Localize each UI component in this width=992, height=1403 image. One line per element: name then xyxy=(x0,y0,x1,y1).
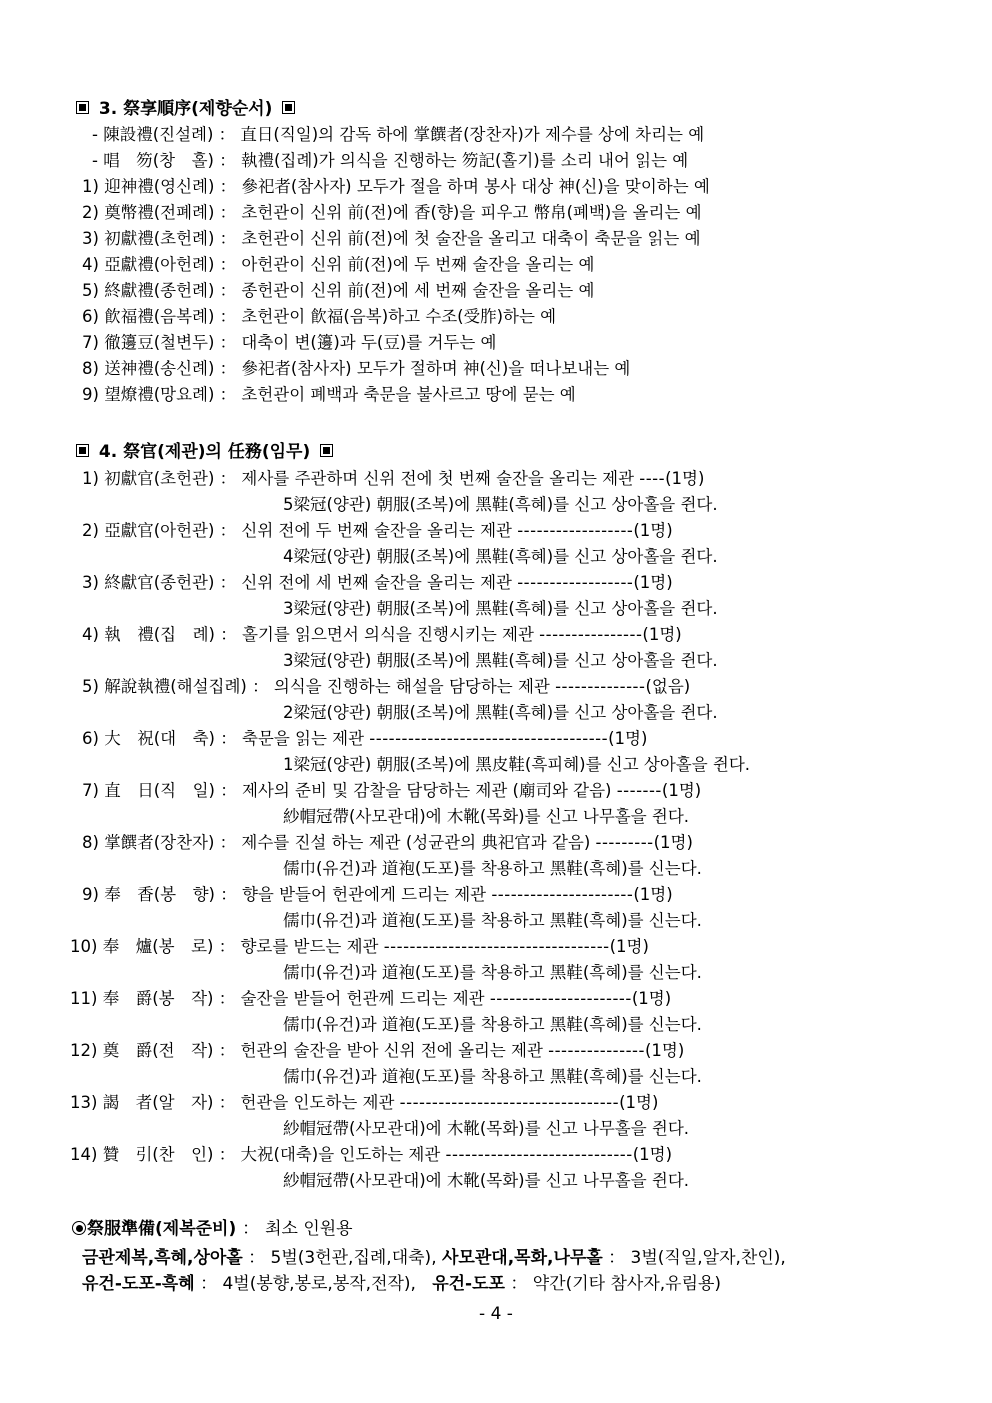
separator: ： xyxy=(219,521,237,540)
separator: ： xyxy=(219,833,237,852)
procedure-item xyxy=(92,124,704,146)
item-number: 7) xyxy=(82,781,99,800)
officiant-duty: 술잔을 받들어 헌관께 드리는 제관 xyxy=(240,989,485,1008)
prep-subtitle: 최소 인원용 xyxy=(265,1219,353,1239)
separator: ： xyxy=(510,1274,528,1294)
square-bullet-icon xyxy=(282,101,295,114)
officiant-attire: 紗帽冠帶(사모관대)에 木靴(목화)를 신고 나무홀을 쥔다. xyxy=(283,1171,689,1190)
separator: ： xyxy=(200,1274,218,1294)
section-4-number: 4. xyxy=(98,442,118,462)
item-number: 9) xyxy=(82,385,99,404)
officiant-item xyxy=(82,832,693,854)
separator: ： xyxy=(220,885,237,904)
officiant-attire: 紗帽冠帶(사모관대)에 木靴(목화)를 신고 나무홀을 쥔다. xyxy=(283,807,689,826)
item-number: - xyxy=(92,151,98,170)
officiant-attire: 儒巾(유건)과 道袍(도포)를 착용하고 黑鞋(흑혜)를 신는다. xyxy=(283,1067,702,1086)
rite-name: 奠幣禮(전폐례) xyxy=(104,203,215,222)
procedure-item xyxy=(82,202,702,224)
officiant-title: 初獻官(초헌관) xyxy=(104,469,215,488)
procedure-item xyxy=(92,150,688,172)
leader-dashes: ---------------------- xyxy=(489,989,632,1008)
prep-item-label: 사모관대,목화,나무홀 xyxy=(442,1248,603,1268)
officiant-title: 奉 香(봉 향) xyxy=(104,885,215,904)
headcount: (없음) xyxy=(645,677,691,696)
officiant-attire: 4梁冠(양관) 朝服(조복)에 黑鞋(흑혜)를 신고 상아홀을 쥔다. xyxy=(283,547,718,566)
officiant-item xyxy=(70,988,671,1010)
officiant-duty: 제수를 진설 하는 제관 (성균관의 典祀官과 같음) xyxy=(241,833,591,852)
prep-item-value: 약간(기타 참사자,유림용) xyxy=(532,1274,722,1294)
rite-description: 參祀者(참사자) 모두가 절하며 神(신)을 떠나보내는 예 xyxy=(241,359,631,378)
leader-dashes: ----------------------------- xyxy=(445,1145,633,1164)
separator: ： xyxy=(219,359,237,378)
item-number: 4) xyxy=(82,625,99,644)
separator: ： xyxy=(220,781,237,800)
headcount: (1명) xyxy=(644,1041,685,1060)
leader-dashes: ------------------------------------- xyxy=(369,729,609,748)
headcount: (1명) xyxy=(633,885,673,904)
rite-name: 飮福禮(음복례) xyxy=(104,307,215,326)
item-number: 3) xyxy=(82,573,99,592)
headcount: (1명) xyxy=(631,989,672,1008)
officiant-title: 奉 爵(봉 작) xyxy=(102,989,214,1008)
officiant-attire: 儒巾(유건)과 道袍(도포)를 착용하고 黑鞋(흑혜)를 신는다. xyxy=(283,963,702,982)
circle-bullet-icon xyxy=(72,1221,86,1235)
item-number: 13) xyxy=(70,1093,98,1112)
headcount: (1명) xyxy=(642,625,682,644)
item-number: 10) xyxy=(70,937,98,956)
rite-description: 直日(직일)의 감독 하에 掌饌者(장찬자)가 제수를 상에 차리는 예 xyxy=(240,125,705,144)
officiant-attire: 儒巾(유건)과 道袍(도포)를 착용하고 黑鞋(흑혜)를 신는다. xyxy=(283,911,702,930)
separator: ： xyxy=(218,1145,236,1164)
rite-description: 執禮(집례)가 의식을 진행하는 笏記(홀기)를 소리 내어 읽는 예 xyxy=(240,151,689,170)
separator: ： xyxy=(219,255,237,274)
officiant-item xyxy=(82,780,701,802)
headcount: (1명) xyxy=(633,573,673,592)
officiant-item xyxy=(70,936,649,958)
rite-description: 대축이 변(籩)과 두(豆)를 거두는 예 xyxy=(241,333,497,352)
item-number: 5) xyxy=(82,281,99,300)
officiant-attire: 紗帽冠帶(사모관대)에 木靴(목화)를 신고 나무홀을 쥔다. xyxy=(283,1119,689,1138)
headcount: (1명) xyxy=(609,937,649,956)
separator: ： xyxy=(219,469,237,488)
officiant-title: 亞獻官(아헌관) xyxy=(104,521,215,540)
rite-description: 종헌관이 신위 前(전)에 세 번째 술잔을 올리는 예 xyxy=(241,281,595,300)
officiant-attire: 3梁冠(양관) 朝服(조복)에 黑鞋(흑혜)를 신고 상아홀을 쥔다. xyxy=(283,651,718,670)
prep-item-value: 4벌(봉향,봉로,봉작,전작), xyxy=(222,1274,416,1294)
prep-line-1 xyxy=(82,1246,786,1270)
leader-dashes: ------- xyxy=(616,781,662,800)
officiant-item xyxy=(82,676,690,698)
officiant-duty: 헌관의 술잔을 받아 신위 전에 올리는 제관 xyxy=(240,1041,543,1060)
procedure-item xyxy=(82,228,701,250)
officiant-item xyxy=(82,884,673,906)
prep-item-label: 유건-도포 xyxy=(432,1274,505,1294)
item-number: 14) xyxy=(70,1145,98,1164)
officiant-title: 謁 者(알 자) xyxy=(102,1093,214,1112)
item-number: 8) xyxy=(82,833,99,852)
rite-description: 초헌관이 폐백과 축문을 불사르고 땅에 묻는 예 xyxy=(241,385,576,404)
officiant-duty: 신위 전에 세 번째 술잔을 올리는 제관 xyxy=(241,573,512,592)
officiant-attire: 儒巾(유건)과 道袍(도포)를 착용하고 黑鞋(흑혜)를 신는다. xyxy=(283,859,702,878)
leader-dashes: ---------------------------------- xyxy=(399,1093,620,1112)
officiant-title: 奉 爐(봉 로) xyxy=(102,937,214,956)
officiant-duty: 향을 받들어 헌관에게 드리는 제관 xyxy=(241,885,487,904)
separator: ： xyxy=(242,1219,260,1239)
leader-dashes: ---------------- xyxy=(539,625,643,644)
prep-item-value: 5벌(3헌관,집례,대축), xyxy=(270,1248,437,1268)
vestment-preparation-heading xyxy=(72,1214,353,1239)
procedure-item xyxy=(82,280,594,302)
rite-description: 초헌관이 신위 前(전)에 香(향)을 피우고 幣帛(폐백)을 올리는 예 xyxy=(241,203,702,222)
separator: ： xyxy=(219,151,236,170)
rite-name: 徹籩豆(철변두) xyxy=(104,333,215,352)
item-number: 1) xyxy=(82,469,99,488)
officiant-item xyxy=(70,1144,672,1166)
rite-name: 終獻禮(종헌례) xyxy=(104,281,215,300)
officiant-item xyxy=(82,520,673,542)
procedure-item xyxy=(82,384,576,406)
leader-dashes: --------------- xyxy=(548,1041,645,1060)
separator: ： xyxy=(219,573,237,592)
prep-item-value: 3벌(직일,알자,찬인), xyxy=(630,1248,786,1268)
item-number: 11) xyxy=(70,989,98,1008)
officiant-duty: 홀기를 읽으면서 의식을 진행시키는 제관 xyxy=(241,625,534,644)
officiant-title: 贊 引(찬 인) xyxy=(102,1145,214,1164)
leader-dashes: ----------------------------------- xyxy=(383,937,610,956)
officiant-title: 掌饌者(장찬자) xyxy=(104,833,215,852)
officiant-attire: 5梁冠(양관) 朝服(조복)에 黑鞋(흑혜)를 신고 상아홀을 쥔다. xyxy=(283,495,718,514)
section-3-title: 祭享順序(제향순서) xyxy=(123,99,273,119)
prep-line-2 xyxy=(82,1272,721,1296)
officiant-attire: 3梁冠(양관) 朝服(조복)에 黑鞋(흑혜)를 신고 상아홀을 쥔다. xyxy=(283,599,718,618)
separator: ： xyxy=(219,281,237,300)
officiant-attire: 2梁冠(양관) 朝服(조복)에 黑鞋(흑혜)를 신고 상아홀을 쥔다. xyxy=(283,703,718,722)
headcount: (1명) xyxy=(619,1093,659,1112)
officiant-item xyxy=(82,468,704,490)
square-bullet-icon xyxy=(76,101,89,114)
officiant-title: 解說執禮(해설집례) xyxy=(104,677,247,696)
officiant-duty: 향로를 받드는 제관 xyxy=(240,937,379,956)
headcount: (1명) xyxy=(633,521,673,540)
headcount: (1명) xyxy=(653,833,693,852)
procedure-item xyxy=(82,332,496,354)
headcount: (1명) xyxy=(665,469,705,488)
leader-dashes: ---------------------- xyxy=(491,885,634,904)
item-number: 9) xyxy=(82,885,99,904)
officiant-title: 直 日(직 일) xyxy=(104,781,215,800)
officiant-title: 終獻官(종헌관) xyxy=(104,573,215,592)
prep-item-label: 금관제복,흑혜,상아홀 xyxy=(82,1248,243,1268)
procedure-item xyxy=(82,254,594,276)
prep-title: 祭服準備(제복준비) xyxy=(87,1219,237,1239)
leader-dashes: ------------------ xyxy=(517,573,634,592)
rite-description: 아헌관이 신위 前(전)에 두 번째 술잔을 올리는 예 xyxy=(241,255,595,274)
square-bullet-icon xyxy=(320,444,333,457)
leader-dashes: ------------------ xyxy=(517,521,634,540)
officiant-title: 執 禮(집 례) xyxy=(104,625,215,644)
item-number: 8) xyxy=(82,359,99,378)
page-number: - 4 - xyxy=(479,1304,513,1324)
officiant-duty: 축문을 읽는 제관 xyxy=(241,729,365,748)
rite-name: 初獻禮(초헌례) xyxy=(104,229,215,248)
officiant-item xyxy=(82,624,682,646)
officiant-title: 奠 爵(전 작) xyxy=(102,1041,214,1060)
item-number: 2) xyxy=(82,521,99,540)
officiant-duty: 大祝(대축)을 인도하는 제관 xyxy=(240,1145,441,1164)
separator: ： xyxy=(219,177,237,196)
item-number: 4) xyxy=(82,255,99,274)
rite-name: 陳設禮(진설례) xyxy=(103,125,214,144)
rite-name: 送神禮(송신례) xyxy=(104,359,215,378)
item-number: 7) xyxy=(82,333,99,352)
procedure-item xyxy=(82,306,556,328)
officiant-duty: 신위 전에 두 번째 술잔을 올리는 제관 xyxy=(241,521,512,540)
officiant-attire: 1梁冠(양관) 朝服(조복)에 黑皮鞋(흑피혜)를 신고 상아홀을 쥔다. xyxy=(283,755,751,774)
leader-dashes: --------- xyxy=(595,833,654,852)
separator: ： xyxy=(218,1041,236,1060)
rite-description: 초헌관이 飮福(음복)하고 수조(受胙)하는 예 xyxy=(241,307,557,326)
separator: ： xyxy=(219,333,237,352)
headcount: (1명) xyxy=(608,729,648,748)
leader-dashes: -------------- xyxy=(555,677,646,696)
separator: ： xyxy=(218,989,236,1008)
rite-description: 초헌관이 신위 前(전)에 첫 술잔을 올리고 대축이 축문을 읽는 예 xyxy=(241,229,701,248)
item-number: 12) xyxy=(70,1041,98,1060)
separator: ： xyxy=(248,1248,266,1268)
item-number: 3) xyxy=(82,229,99,248)
officiant-duty: 제사의 준비 및 감찰을 담당하는 제관 (廟司와 같음) xyxy=(241,781,612,800)
officiant-item xyxy=(82,572,673,594)
officiant-duty: 헌관을 인도하는 제관 xyxy=(240,1093,395,1112)
separator: ： xyxy=(218,937,236,956)
rite-name: 迎神禮(영신례) xyxy=(104,177,215,196)
headcount: (1명) xyxy=(661,781,702,800)
separator: ： xyxy=(220,625,237,644)
separator: ： xyxy=(219,229,237,248)
officiant-item xyxy=(70,1040,684,1062)
officiant-item xyxy=(82,728,647,750)
leader-dashes: ---- xyxy=(639,469,666,488)
prep-item-label: 유건-도포-흑혜 xyxy=(82,1274,195,1294)
officiant-duty: 의식을 진행하는 해설을 담당하는 제관 xyxy=(273,677,550,696)
officiant-item xyxy=(70,1092,658,1114)
separator: ： xyxy=(219,307,237,326)
item-number: 6) xyxy=(82,307,99,326)
item-number: - xyxy=(92,125,98,144)
separator: ： xyxy=(608,1248,626,1268)
separator: ： xyxy=(252,677,269,696)
square-bullet-icon xyxy=(76,444,89,457)
procedure-item xyxy=(82,176,710,198)
officiant-duty: 제사를 주관하며 신위 전에 첫 번째 술잔을 올리는 제관 xyxy=(241,469,635,488)
section-4-heading xyxy=(72,437,337,462)
rite-name: 亞獻禮(아헌례) xyxy=(104,255,215,274)
rite-description: 參祀者(참사자) 모두가 절을 하며 봉사 대상 神(신)을 맞이하는 예 xyxy=(241,177,710,196)
item-number: 1) xyxy=(82,177,99,196)
separator: ： xyxy=(219,203,237,222)
separator: ： xyxy=(219,385,237,404)
procedure-item xyxy=(82,358,630,380)
rite-name: 唱 笏(창 홀) xyxy=(103,151,214,170)
officiant-title: 大 祝(대 축) xyxy=(104,729,215,748)
item-number: 5) xyxy=(82,677,99,696)
separator: ： xyxy=(218,1093,236,1112)
separator: ： xyxy=(220,729,237,748)
officiant-attire: 儒巾(유건)과 道袍(도포)를 착용하고 黑鞋(흑혜)를 신는다. xyxy=(283,1015,702,1034)
section-3-heading xyxy=(72,94,299,119)
rite-name: 望燎禮(망요례) xyxy=(104,385,215,404)
separator: ： xyxy=(218,125,236,144)
section-4-title: 祭官(제관)의 任務(임무) xyxy=(123,442,311,462)
item-number: 2) xyxy=(82,203,99,222)
item-number: 6) xyxy=(82,729,99,748)
section-3-number: 3. xyxy=(98,99,118,119)
headcount: (1명) xyxy=(632,1145,673,1164)
